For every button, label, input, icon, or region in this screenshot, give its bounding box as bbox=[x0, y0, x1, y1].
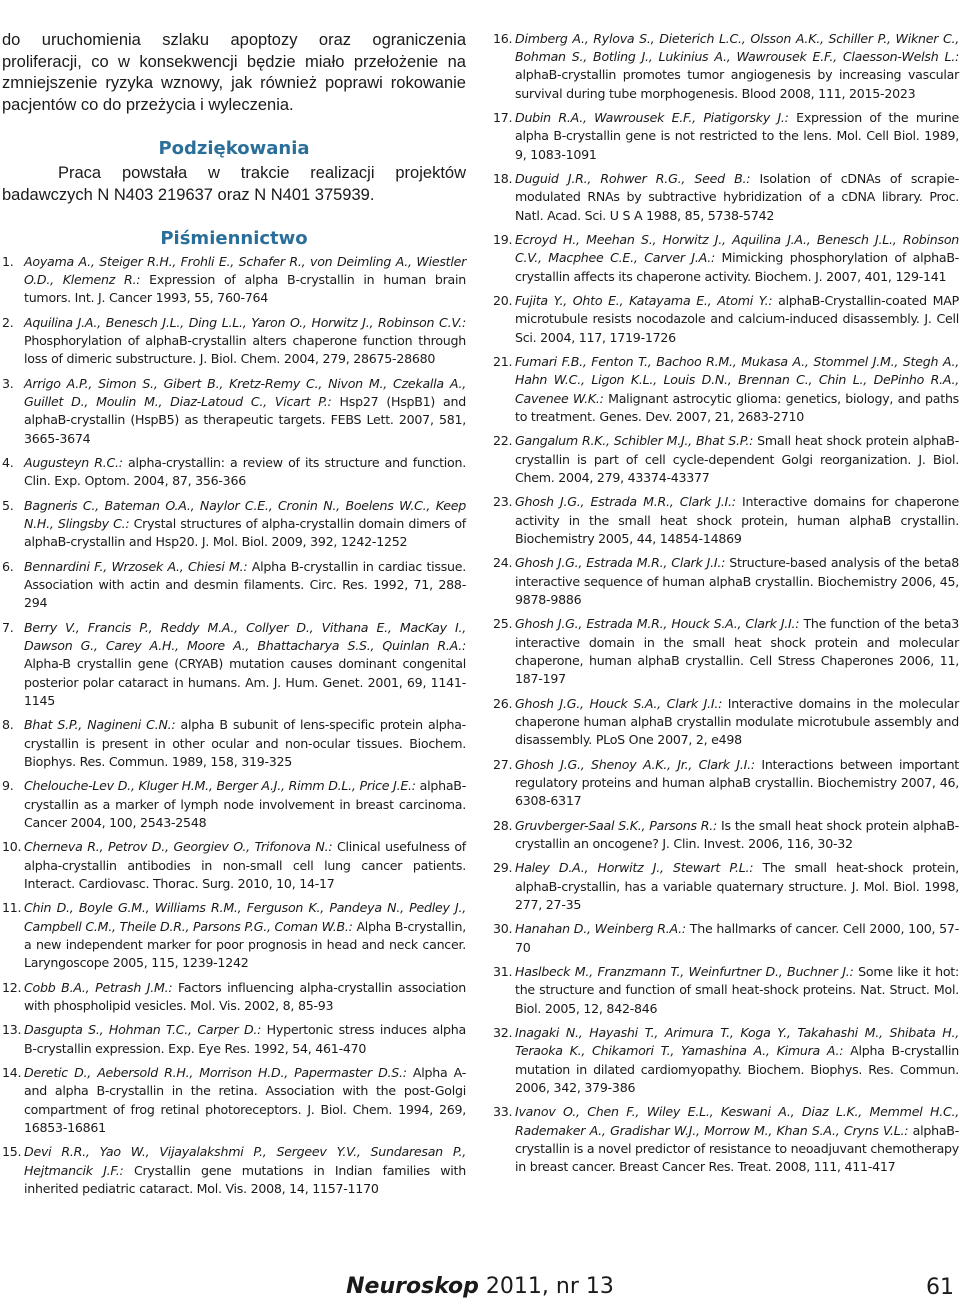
reference-number: 21. bbox=[493, 354, 513, 370]
reference-text: Hypertonic stress induces alpha B-crystallin expression. Exp. Eye Res. 1992, 54, 461-470 bbox=[24, 1022, 466, 1056]
reference-number: 11. bbox=[2, 900, 22, 916]
reference-text: Crystallin gene mutations in Indian families with inherited pediatric cataract. Mol. Vis. 2008, 14, 1157-1170 bbox=[24, 1162, 466, 1196]
reference-text: Alpha B-crystallin mutation in dilated cardiomyopathy. Biochem. Biophys. Res. Commun. 2006, 342, 379-386 bbox=[515, 1043, 959, 1095]
reference-authors: Hanahan D., Weinberg R.A.: bbox=[515, 921, 686, 937]
reference-authors: Cobb B.A., Petrash J.M.: bbox=[24, 979, 173, 995]
reference-text: alphaB-Crystallin-coated MAP microtubule resists nocodazole and calcium-induced disassembly. J. Cell Sci. 2004, 117, 1719-1726 bbox=[515, 293, 960, 345]
reference-text: Alpha B-crystallin in cardiac tissue. Association with actin and desmin filaments. Circ. Res. 1992, 71, 288-294 bbox=[24, 559, 466, 611]
reference-body bbox=[515, 920, 959, 956]
conclusion-paragraph: do uruchomienia szlaku apoptozy oraz ograniczenia proliferacji, co w konsekwencji będzie miało przełożenie na zmniejszenie ryzyka wznowy, jak również poprawi rokowanie pacjentów co do przeżycia i wyleczenia. bbox=[2, 31, 466, 114]
reference-number: 32. bbox=[493, 1025, 513, 1041]
reference-item bbox=[493, 292, 959, 347]
reference-item bbox=[493, 920, 959, 956]
reference-authors: Gruvberger-Saal S.K., Parsons R.: bbox=[515, 817, 718, 833]
reference-authors: Arrigo A.P., Simon S., Gibert B., Kretz-Remy C., Nivon M., Czekalla A., Guillet D., Moulin M., Diaz-Latoud C., Vicart P.: bbox=[24, 376, 466, 410]
reference-item bbox=[2, 979, 466, 1015]
reference-body bbox=[515, 231, 959, 286]
reference-body bbox=[24, 777, 466, 832]
reference-text: The function of the beta3 interactive domain in the small heat shock protein and molecular chaperone, human alphaB crystallin. Cell Stress Chaperones 2006, 11, 187-197 bbox=[515, 616, 959, 687]
journal-citation bbox=[0, 1274, 960, 1299]
left-column bbox=[2, 30, 466, 1204]
reference-body bbox=[515, 963, 959, 1018]
reference-item bbox=[2, 375, 466, 448]
reference-text: alpha B subunit of lens-specific protein alpha-crystallin is present in other ocular and non-ocular tissues. Biochem. Biophys. Res. Commun. 1989, 158, 319-325 bbox=[24, 717, 466, 769]
reference-number: 6. bbox=[2, 559, 14, 574]
reference-item bbox=[2, 1064, 466, 1137]
reference-text: Small heat shock protein alphaB-crystallin is part of cell cycle-dependent Golgi reorganization. J. Biol. Chem. 2004, 279, 43374-43377 bbox=[515, 433, 959, 485]
reference-body bbox=[515, 1103, 959, 1176]
reference-item bbox=[493, 353, 959, 426]
reference-number: 23. bbox=[493, 494, 513, 510]
reference-number: 10. bbox=[2, 839, 22, 855]
reference-body bbox=[515, 695, 959, 750]
reference-body bbox=[515, 353, 959, 426]
reference-body bbox=[515, 817, 959, 853]
reference-text: alphaB-crystallin is a novel predictor of resistance to neoadjuvant chemotherapy in breast cancer. Breast Cancer Res. Treat. 2008, 111, 411-417 bbox=[515, 1122, 959, 1175]
reference-authors: Duguid J.R., Rohwer R.G., Seed B.: bbox=[515, 171, 751, 187]
reference-list-left bbox=[2, 253, 466, 1198]
reference-authors: Ghosh J.G., Houck S.A., Clark J.I.: bbox=[515, 695, 723, 711]
reference-number: 5. bbox=[2, 498, 14, 513]
reference-authors: Haley D.A., Horwitz J., Stewart P.L.: bbox=[515, 860, 754, 876]
reference-item bbox=[2, 1021, 466, 1057]
reference-text: Malignant astrocytic glioma: genetics, biology, and paths to treatment. Genes. Dev. 2007, 21, 2683-2710 bbox=[515, 390, 959, 424]
reference-number: 2. bbox=[2, 315, 14, 330]
reference-authors: Devi R.R., Yao W., Vijayalakshmi P., Sergeev Y.V., Sundaresan P., Hejtmancik J.F.: bbox=[24, 1144, 466, 1178]
reference-item bbox=[2, 1143, 466, 1198]
reference-item bbox=[2, 497, 466, 552]
reference-number: 14. bbox=[2, 1065, 22, 1081]
reference-authors: Aquilina J.A., Benesch J.L., Ding L.L., Yaron O., Horwitz J., Robinson C.V.: bbox=[24, 315, 466, 330]
reference-body bbox=[24, 1021, 466, 1057]
reference-body bbox=[24, 716, 466, 771]
reference-authors: Bennardini F., Wrzosek A., Chiesi M.: bbox=[24, 559, 248, 574]
reference-authors: Dubin R.A., Wawrousek E.F., Piatigorsky J.: bbox=[515, 110, 789, 126]
reference-number: 19. bbox=[493, 232, 513, 248]
reference-number: 16. bbox=[493, 31, 513, 46]
reference-item bbox=[493, 231, 959, 286]
reference-number: 25. bbox=[493, 616, 513, 632]
reference-authors: Fumari F.B., Fenton T., Bachoo R.M., Mukasa A., Stommel J.M., Stegh A., Hahn W.C., Ligon K.L., Louis D.N., Brennan C., Chin L., DePinho R.A., Cavenee W.K.: bbox=[515, 354, 959, 406]
reference-item bbox=[2, 716, 466, 771]
reference-body bbox=[24, 838, 466, 893]
reference-item bbox=[493, 615, 959, 688]
reference-number: 33. bbox=[493, 1104, 513, 1120]
reference-text: The small heat-shock protein, alphaB-crystallin, has a variable quaternary structure. J. Mol. Biol. 1998, 277, 27-35 bbox=[515, 860, 959, 912]
reference-body bbox=[515, 493, 959, 548]
reference-text: Interactive domains for chaperone activity in the small heat shock protein, human alphaB crystallin. Biochemistry 2005, 44, 14854-14869 bbox=[515, 494, 959, 546]
reference-item bbox=[2, 454, 466, 490]
acknowledgements-text: Praca powstała w trakcie realizacji projektów badawczych N N403 219637 oraz N N401 375939. bbox=[2, 164, 466, 204]
reference-text: Hsp27 (HspB1) and alphaB-crystallin (HspB5) as therapeutic targets. FEBS Lett. 2007, 581, 3665-3674 bbox=[24, 394, 466, 446]
reference-body bbox=[515, 859, 959, 914]
reference-authors: Ivanov O., Chen F., Wiley E.L., Keswani A., Diaz L.K., Memmel H.C., Rademaker A., Gradishar W.J., Morrow M., Khan S.A., Cryns V.L.: bbox=[515, 1104, 959, 1138]
reference-item bbox=[493, 493, 959, 548]
reference-text: Expression of the murine alpha B-crystallin gene is not restricted to the lens. Mol. Cell Biol. 1989, 9, 1083-1091 bbox=[515, 110, 959, 162]
reference-body bbox=[24, 375, 466, 448]
reference-authors: Chin D., Boyle G.M., Williams R.M., Ferguson K., Pandeya N., Pedley J., Campbell C.M., Theile D.R., Parsons P.G., Coman W.B.: bbox=[24, 900, 466, 934]
reference-body bbox=[515, 109, 959, 164]
reference-body bbox=[24, 454, 466, 490]
reference-number: 18. bbox=[493, 171, 513, 187]
reference-item bbox=[493, 859, 959, 914]
reference-body bbox=[24, 619, 466, 710]
reference-text: The hallmarks of cancer. Cell 2000, 100, 57-70 bbox=[515, 921, 959, 955]
reference-authors: Berry V., Francis P., Reddy M.A., Collyer D., Vithana E., MacKay I., Dawson G., Carey A.H., Moore A., Bhattacharya S.S., Quinlan R.A.: bbox=[24, 620, 466, 654]
page-number: 61 bbox=[926, 1275, 954, 1300]
reference-item bbox=[493, 432, 959, 487]
reference-text: Alpha-B crystallin gene (CRYAB) mutation causes dominant congenital posterior polar cataract in humans. Am. J. Hum. Genet. 2001, 69, 1141-1145 bbox=[24, 656, 466, 708]
reference-number: 20. bbox=[493, 293, 513, 309]
reference-authors: Ghosh J.G., Estrada M.R., Clark J.I.: bbox=[515, 494, 736, 510]
reference-authors: Chelouche-Lev D., Kluger H.M., Berger A.J., Rimm D.L., Price J.E.: bbox=[24, 778, 416, 794]
reference-body bbox=[515, 432, 959, 487]
reference-body bbox=[24, 979, 466, 1015]
reference-item bbox=[2, 253, 466, 308]
reference-item bbox=[493, 109, 959, 164]
reference-text: Interactive domains in the molecular chaperone human alphaB crystallin modulate microtubule assembly and disassembly. PLoS One 2007, 2, e498 bbox=[515, 695, 959, 748]
reference-item bbox=[2, 777, 466, 832]
reference-text: Is the small heat shock protein alphaB-crystallin an oncogene? J. Clin. Invest. 2006, 116, 30-32 bbox=[515, 817, 960, 851]
reference-body bbox=[24, 253, 466, 308]
reference-number: 4. bbox=[2, 455, 14, 471]
reference-body bbox=[24, 497, 466, 552]
reference-text: Clinical usefulness of alpha-crystallin antibodies in non-small cell lung cancer patients. Interact. Cardiovasc. Thorac. Surg. 2010, 10, 14-17 bbox=[24, 839, 466, 891]
reference-body bbox=[515, 756, 959, 811]
reference-item bbox=[493, 817, 959, 853]
reference-number: 8. bbox=[2, 717, 14, 733]
reference-number: 3. bbox=[2, 376, 14, 391]
page-footer bbox=[0, 1272, 960, 1306]
acknowledgements-heading: Podziękowania bbox=[158, 138, 310, 159]
reference-authors: Ecroyd H., Meehan S., Horwitz J., Aquilina J.A., Benesch J.L., Robinson C.V., Macphee C.E., Carver J.A.: bbox=[515, 232, 959, 266]
reference-text: Phosphorylation of alphaB-crystallin alters chaperone function through loss of dimeric substructure. J. Biol. Chem. 2004, 279, 28675-28680 bbox=[24, 333, 466, 367]
reference-body bbox=[515, 170, 959, 225]
reference-text: Mimicking phosphorylation of alphaB-crystallin affects its chaperone activity. Biochem. J. 2007, 401, 129-141 bbox=[515, 250, 960, 284]
reference-number: 17. bbox=[493, 110, 513, 126]
reference-body bbox=[24, 558, 466, 613]
reference-list-right bbox=[493, 30, 959, 1176]
reference-number: 9. bbox=[2, 778, 14, 794]
reference-number: 12. bbox=[2, 979, 22, 995]
reference-item bbox=[493, 30, 959, 103]
reference-item bbox=[493, 756, 959, 811]
reference-authors: Haslbeck M., Franzmann T., Weinfurtner D., Buchner J.: bbox=[515, 964, 854, 980]
reference-text: Alpha A- and alpha B-crystallin in the retina. Association with the post-Golgi compartment of frog retinal photoreceptors. J. Biol. Chem. 1994, 269, 16853-16861 bbox=[24, 1065, 466, 1135]
reference-body bbox=[24, 314, 466, 369]
reference-item bbox=[2, 314, 466, 369]
reference-item bbox=[2, 899, 466, 972]
reference-authors: Fujita Y., Ohto E., Katayama E., Atomi Y.: bbox=[515, 293, 773, 309]
reference-body bbox=[515, 615, 959, 688]
reference-authors: Dimberg A., Rylova S., Dieterich L.C., Olsson A.K., Schiller P., Wikner C., Bohman S., Botling J., Lukinius A., Wawrousek E.F., Claesson-Welsh L.: bbox=[515, 31, 959, 65]
reference-text: alpha-crystallin: a review of its structure and function. Clin. Exp. Optom. 2004, 87, 356-366 bbox=[24, 455, 466, 489]
reference-item bbox=[493, 1024, 959, 1097]
reference-text: alphaB-crystallin promotes tumor angiogenesis by increasing vascular survival during tube morphogenesis. Blood 2008, 111, 2015-2023 bbox=[515, 67, 959, 101]
reference-item bbox=[493, 1103, 959, 1176]
reference-number: 15. bbox=[2, 1144, 22, 1160]
reference-text: Some like it hot: the structure and function of small heat-shock proteins. Nat. Struct. Mol. Biol. 2005, 12, 842-846 bbox=[515, 964, 959, 1016]
reference-authors: Aoyama A., Steiger R.H., Frohli E., Schafer R., von Deimling A., Wiestler O.D., Klemenz R.: bbox=[24, 254, 466, 288]
journal-issue: 2011, nr 13 bbox=[478, 1274, 614, 1299]
reference-authors: Inagaki N., Hayashi T., Arimura T., Koga Y., Takahashi M., Shibata H., Teraoka K., Chikamori T., Yamashina A., Kimura A.: bbox=[515, 1025, 959, 1059]
reference-item bbox=[493, 963, 959, 1018]
reference-body bbox=[24, 1143, 466, 1198]
reference-body bbox=[515, 1024, 959, 1097]
reference-text: Isolation of cDNAs of scrapie-modulated RNAs by subtractive hybridization of a cDNA library. Proc. Natl. Acad. Sci. U S A 1988, 85, 5738-5742 bbox=[515, 171, 959, 223]
reference-text: Structure-based analysis of the beta8 interactive sequence of human alphaB crystallin. Biochemistry 2006, 45, 9878-9886 bbox=[515, 555, 959, 607]
reference-number: 7. bbox=[2, 620, 14, 635]
reference-text: Factors influencing alpha-crystallin association with phospholipid vesicles. Mol. Vis. 2002, 8, 85-93 bbox=[24, 979, 466, 1013]
reference-item bbox=[493, 695, 959, 750]
reference-number: 13. bbox=[2, 1022, 22, 1038]
reference-authors: Ghosh J.G., Shenoy A.K., Jr., Clark J.I.: bbox=[515, 756, 755, 772]
reference-authors: Bagneris C., Bateman O.A., Naylor C.E., Cronin N., Boelens W.C., Keep N.H., Slingsby C.: bbox=[24, 498, 466, 532]
reference-item bbox=[493, 554, 959, 609]
reference-number: 28. bbox=[493, 817, 513, 833]
reference-body bbox=[515, 554, 959, 609]
reference-body bbox=[24, 1064, 466, 1137]
reference-number: 24. bbox=[493, 555, 513, 571]
reference-number: 1. bbox=[2, 254, 14, 269]
reference-text: Expression of alpha B-crystallin in human brain tumors. Int. J. Cancer 1993, 55, 760-764 bbox=[24, 272, 466, 306]
reference-authors: Ghosh J.G., Estrada M.R., Clark J.I.: bbox=[515, 555, 726, 571]
reference-item bbox=[2, 619, 466, 710]
reference-item bbox=[493, 170, 959, 225]
right-column bbox=[493, 30, 959, 1183]
reference-text: Interactions between important regulatory proteins and human alphaB crystallin. Biochemistry 2007, 46, 6308-6317 bbox=[515, 756, 959, 809]
reference-body bbox=[24, 899, 466, 972]
references-heading: Piśmiennictwo bbox=[160, 228, 308, 249]
reference-authors: Dasgupta S., Hohman T.C., Carper D.: bbox=[24, 1022, 262, 1038]
reference-number: 29. bbox=[493, 860, 513, 876]
reference-authors: Ghosh J.G., Estrada M.R., Houck S.A., Clark J.I.: bbox=[515, 616, 800, 632]
reference-body bbox=[515, 292, 959, 347]
reference-number: 22. bbox=[493, 433, 513, 449]
reference-text: alphaB-crystallin as a marker of lymph node involvement in breast carcinoma. Cancer 2004, 100, 2543-2548 bbox=[24, 778, 466, 830]
reference-authors: Deretic D., Aebersold R.H., Morrison H.D., Papermaster D.S.: bbox=[24, 1065, 407, 1081]
reference-item bbox=[2, 558, 466, 613]
reference-number: 27. bbox=[493, 756, 513, 772]
reference-authors: Gangalum R.K., Schibler M.J., Bhat S.P.: bbox=[515, 433, 754, 449]
journal-name: Neuroskop bbox=[346, 1274, 479, 1299]
reference-body bbox=[515, 30, 959, 103]
reference-authors: Augusteyn R.C.: bbox=[24, 455, 123, 471]
reference-number: 26. bbox=[493, 695, 513, 711]
reference-authors: Cherneva R., Petrov D., Georgiev O., Trifonova N.: bbox=[24, 839, 333, 855]
reference-number: 30. bbox=[493, 921, 513, 937]
reference-text: Crystal structures of alpha-crystallin domain dimers of alphaB-crystallin and Hsp20. J. Mol. Biol. 2009, 392, 1242-1252 bbox=[24, 516, 466, 550]
reference-item bbox=[2, 838, 466, 893]
reference-number: 31. bbox=[493, 964, 513, 980]
reference-text: Alpha B-crystallin, a new independent marker for poor prognosis in head and neck cancer. Laryngoscope 2005, 115, 1239-1242 bbox=[24, 918, 466, 971]
reference-authors: Bhat S.P., Nagineni C.N.: bbox=[24, 717, 176, 733]
